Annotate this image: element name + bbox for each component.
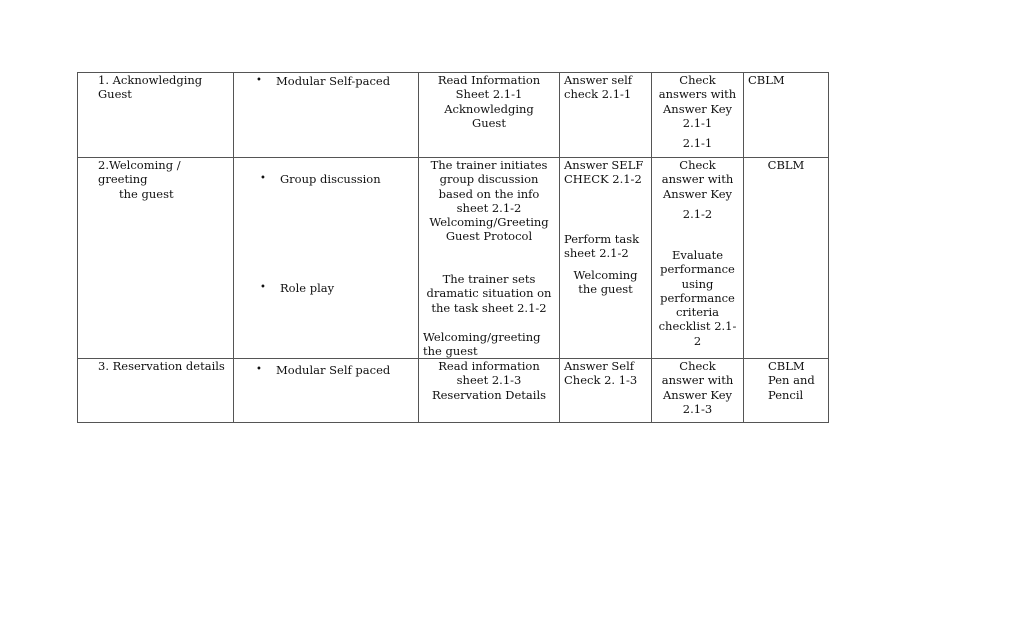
presentation-cell: Read Information Sheet 2.1-1 Acknowledging Guest <box>419 73 560 158</box>
competency-cell: 2.Welcoming / greeting the guest <box>78 158 234 359</box>
resources-cell: CBLM <box>744 73 829 158</box>
method-label: Modular Self-paced <box>276 74 391 88</box>
bullet-icon: • <box>256 75 262 86</box>
practice-cell: Answer SELF CHECK 2.1-2 Perform task sheet 2.1-2 Welcoming the guest <box>560 158 652 359</box>
session-plan-table <box>77 72 829 423</box>
presentation-cell: The trainer initiates group discussion based on the info sheet 2.1-2 Welcoming/Greeting Guest Protocol The trainer sets dramatic situation on the task sheet 2.1-2 Welcoming/greeting the guest <box>419 158 560 359</box>
method-cell <box>234 158 419 359</box>
bullet-icon: • <box>260 173 266 184</box>
competency-cell: 3. Reservation details <box>78 359 234 423</box>
table-row <box>78 359 829 423</box>
feedback-cell: Check answer with Answer Key 2.1-3 <box>652 359 744 423</box>
method-label: Role play <box>280 281 335 295</box>
method-cell <box>234 73 419 158</box>
feedback-cell: Check answer with Answer Key 2.1-2 Evaluate performance using performance criteria checklist 2.1- 2 <box>652 158 744 359</box>
presentation-cell: Read information sheet 2.1-3 Reservation Details <box>419 359 560 423</box>
practice-cell: Answer self check 2.1-1 <box>560 73 652 158</box>
method-label: Modular Self paced <box>276 363 391 377</box>
resources-cell: CBLM <box>744 158 829 359</box>
method-label: Group discussion <box>280 172 381 186</box>
bullet-icon: • <box>260 282 266 293</box>
feedback-cell: Check answers with Answer Key 2.1-1 2.1-1 <box>652 73 744 158</box>
bullet-icon: • <box>256 364 262 375</box>
competency-cell: 1. Acknowledging Guest <box>78 73 234 158</box>
table-row <box>78 158 829 359</box>
practice-cell: Answer Self Check 2. 1-3 <box>560 359 652 423</box>
method-cell <box>234 359 419 423</box>
table-row <box>78 73 829 158</box>
resources-cell: CBLM Pen and Pencil <box>744 359 829 423</box>
